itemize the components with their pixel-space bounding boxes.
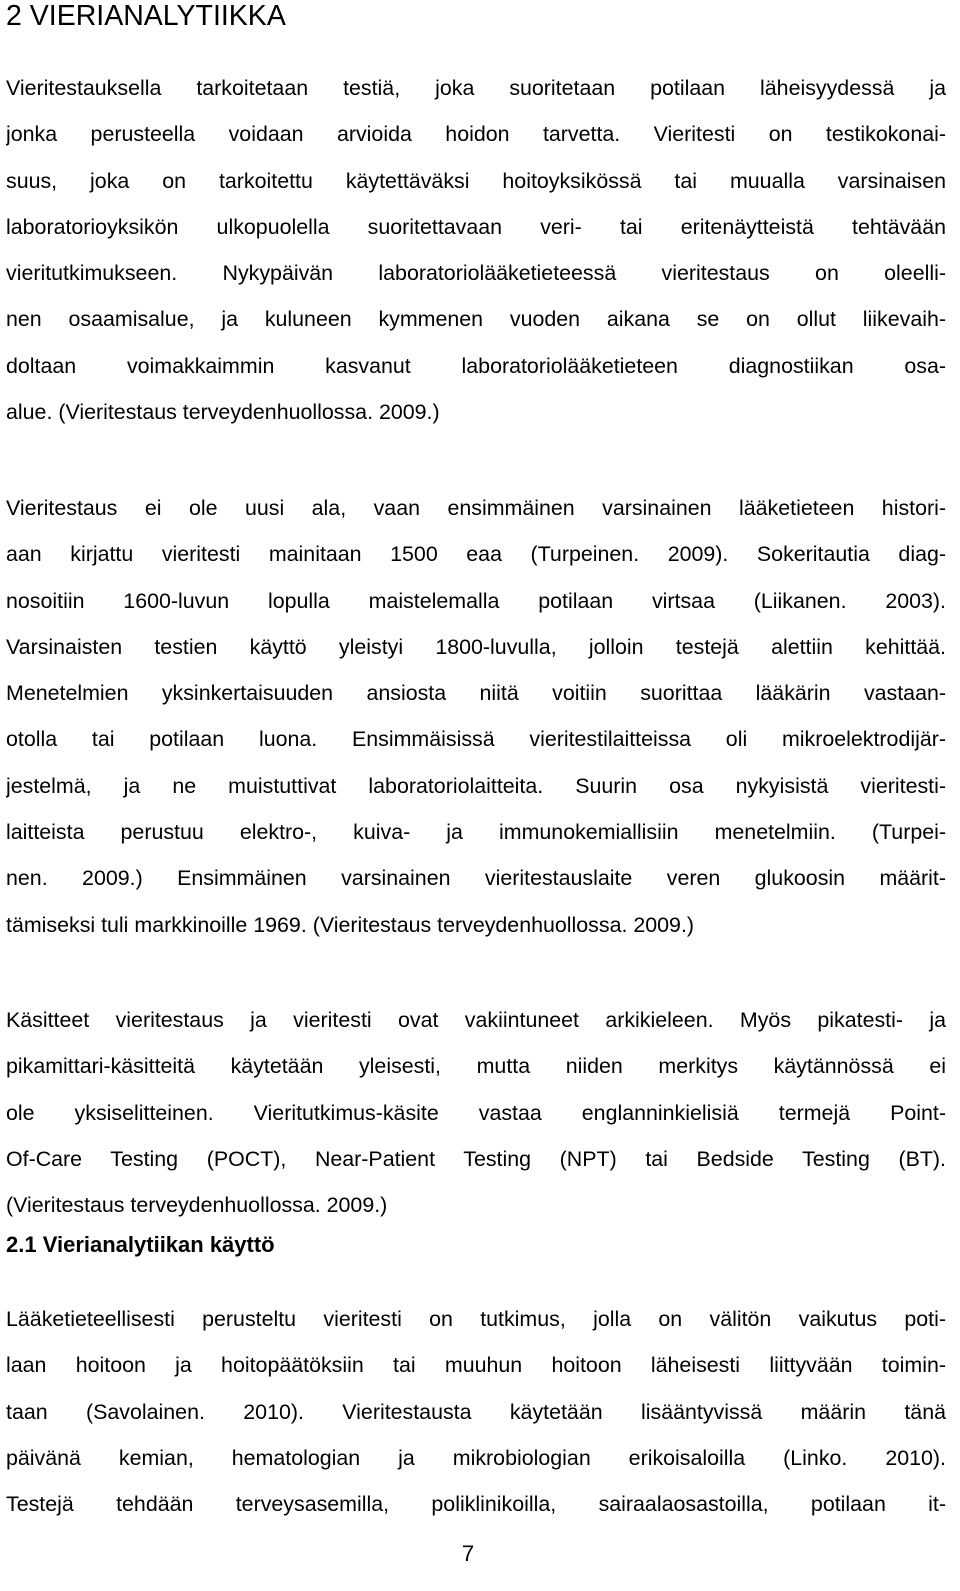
text-line: Vieritestaus ei ole uusi ala, vaan ensimmäinen varsinainen lääketieteen histori- xyxy=(6,496,946,520)
text-line: vieritutkimukseen. Nykypäivän laboratoriolääketieteessä vieritestaus on oleelli- xyxy=(6,261,946,286)
text-line: pikamittari-käsitteitä käytetään yleisesti, mutta niiden merkitys käytännössä ei xyxy=(6,1054,946,1079)
text-line: doltaan voimakkaimmin kasvanut laboratoriolääketieteen diagnostiikan osa- xyxy=(6,353,946,378)
paragraph-history xyxy=(6,491,946,954)
paragraph-intro xyxy=(6,71,946,441)
text-line: Menetelmien yksinkertaisuuden ansiosta niitä voitiin suorittaa lääkärin vastaan- xyxy=(6,681,946,706)
text-line: (Vieritestaus terveydenhuollossa. 2009.) xyxy=(6,1193,388,1218)
text-line: tämiseksi tuli markkinoille 1969. (Vieritestaus terveydenhuollossa. 2009.) xyxy=(6,912,695,937)
text-line: jonka perusteella voidaan arvioida hoidon tarvetta. Vieritesti on testikokonai- xyxy=(6,122,946,147)
text-line: taan (Savolainen. 2010). Vieritestausta käytetään lisääntyvissä määrin tänä xyxy=(6,1399,946,1424)
text-line: Testejä tehdään terveysasemilla, poliklinikoilla, sairaalaosastoilla, potilaan it- xyxy=(6,1492,946,1517)
paragraph-usage xyxy=(6,1302,946,1533)
chapter-heading: 2 VIERIANALYTIIKKA xyxy=(6,0,286,32)
paragraph-terms xyxy=(6,1003,946,1234)
text-line: laan hoitoon ja hoitopäätöksiin tai muuhun hoitoon läheisesti liittyvään toimin- xyxy=(6,1353,946,1378)
section-heading: 2.1 Vierianalytiikan käyttö xyxy=(6,1232,275,1257)
text-line: jestelmä, ja ne muistuttivat laboratoriolaitteita. Suurin osa nykyisistä vieritesti- xyxy=(6,773,946,798)
text-line: laitteista perustuu elektro-, kuiva- ja immunokemiallisiin menetelmiin. (Turpei- xyxy=(6,820,946,845)
text-line: Lääketieteellisesti perusteltu vieritesti on tutkimus, jolla on välitön vaikutus poti- xyxy=(6,1307,946,1331)
text-line: suus, joka on tarkoitettu käytettäväksi hoitoyksikössä tai muualla varsinaisen xyxy=(6,168,946,193)
text-line: nen. 2009.) Ensimmäinen varsinainen vieritestauslaite veren glukoosin määrit- xyxy=(6,866,946,891)
text-line: Vieritestauksella tarkoitetaan testiä, joka suoritetaan potilaan läheisyydessä ja xyxy=(6,76,946,100)
text-line: Käsitteet vieritestaus ja vieritesti ovat vakiintuneet arkikieleen. Myös pikatesti- ja xyxy=(6,1008,946,1032)
text-line: aan kirjattu vieritesti mainitaan 1500 eaa (Turpeinen. 2009). Sokeritautia diag- xyxy=(6,542,946,567)
text-line: Varsinaisten testien käyttö yleistyi 1800-luvulla, jolloin testejä alettiin kehittää. xyxy=(6,634,946,659)
text-line: alue. (Vieritestaus terveydenhuollossa. 2009.) xyxy=(6,400,440,425)
text-line: Of-Care Testing (POCT), Near-Patient Testing (NPT) tai Bedside Testing (BT). xyxy=(6,1146,946,1171)
text-line: nen osaamisalue, ja kuluneen kymmenen vuoden aikana se on ollut liikevaih- xyxy=(6,307,946,332)
page-number: 7 xyxy=(461,1541,475,1566)
text-line: nosoitiin 1600-luvun lopulla maistelemalla potilaan virtsaa (Liikanen. 2003). xyxy=(6,588,946,613)
text-line: ole yksiselitteinen. Vieritutkimus-käsite vastaa englanninkielisiä termejä Point- xyxy=(6,1100,946,1125)
text-line: otolla tai potilaan luona. Ensimmäisissä vieritestilaitteissa oli mikroelektrodijär- xyxy=(6,727,946,752)
text-line: päivänä kemian, hematologian ja mikrobiologian erikoisaloilla (Linko. 2010). xyxy=(6,1445,946,1470)
text-line: laboratorioyksikön ulkopuolella suoritettavaan veri- tai eritenäytteistä tehtävään xyxy=(6,214,946,239)
